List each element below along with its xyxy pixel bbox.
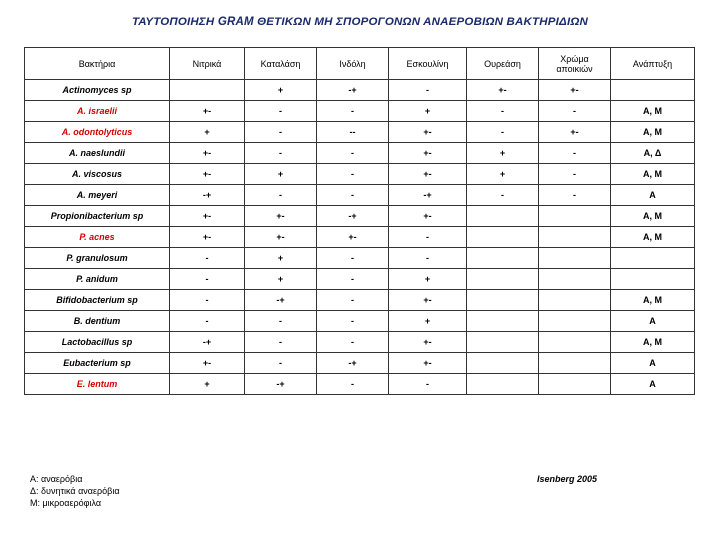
result-cell: -- [317, 122, 389, 143]
result-cell: - [170, 269, 245, 290]
result-cell [467, 227, 539, 248]
result-cell: - [317, 311, 389, 332]
result-cell [539, 353, 611, 374]
result-cell: - [317, 164, 389, 185]
column-header: Εσκουλίνη [389, 48, 467, 80]
table-row [25, 227, 695, 248]
column-header: Ινδόλη [317, 48, 389, 80]
result-cell: - [245, 185, 317, 206]
table-row [25, 311, 695, 332]
result-cell: +- [539, 122, 611, 143]
result-cell: Α [611, 311, 695, 332]
result-cell: - [317, 101, 389, 122]
result-cell: - [389, 80, 467, 101]
bacteria-name: B. dentium [25, 311, 170, 332]
result-cell: - [245, 311, 317, 332]
result-cell [539, 227, 611, 248]
result-cell: + [245, 80, 317, 101]
result-cell: + [170, 122, 245, 143]
table-row [25, 353, 695, 374]
result-cell [467, 353, 539, 374]
result-cell: - [170, 248, 245, 269]
result-cell: + [170, 374, 245, 395]
result-cell [467, 248, 539, 269]
bacteria-name: Eubacterium sp [25, 353, 170, 374]
table-row [25, 206, 695, 227]
result-cell: - [317, 185, 389, 206]
result-cell: Α [611, 374, 695, 395]
table-row [25, 80, 695, 101]
bacteria-name: Bifidobacterium sp [25, 290, 170, 311]
source-citation: Isenberg 2005 [537, 474, 598, 484]
result-cell: +- [467, 80, 539, 101]
result-cell: - [170, 311, 245, 332]
result-cell: +- [389, 332, 467, 353]
result-cell: - [539, 143, 611, 164]
result-cell: - [317, 248, 389, 269]
result-cell: -+ [245, 290, 317, 311]
legend-item: Δ: δυνητικά αναερόβια [30, 486, 120, 496]
result-cell: - [317, 290, 389, 311]
result-cell: Α, Μ [611, 206, 695, 227]
result-cell: + [389, 311, 467, 332]
result-cell: +- [389, 290, 467, 311]
result-cell [467, 332, 539, 353]
result-cell: +- [170, 143, 245, 164]
bacteria-name: A. meyeri [25, 185, 170, 206]
bacteria-name: P. anidum [25, 269, 170, 290]
result-cell: - [539, 164, 611, 185]
result-cell: + [389, 101, 467, 122]
result-cell: + [245, 269, 317, 290]
table-body [25, 80, 695, 395]
result-cell: - [245, 122, 317, 143]
result-cell [539, 311, 611, 332]
bacteria-name: A. israelii [25, 101, 170, 122]
page-title: ΤΑΥΤΟΠΟΙΗΣΗ GRAM ΘΕΤΙΚΩΝ ΜΗ ΣΠΟΡΟΓΟΝΩΝ ΑΝΑΕΡΟΒΙΩΝ ΒΑΚΤΗΡΙΔΙΩΝ [131, 16, 589, 28]
result-cell [611, 80, 695, 101]
legend-item: Α: αναερόβια [30, 474, 83, 484]
legend [30, 473, 120, 509]
identification-table [24, 47, 695, 395]
result-cell: - [317, 269, 389, 290]
result-cell: +- [389, 206, 467, 227]
result-cell [467, 290, 539, 311]
column-header: Χρώμα αποικιών [539, 48, 611, 80]
column-header: Ουρεάση [467, 48, 539, 80]
result-cell: - [245, 353, 317, 374]
result-cell: +- [170, 164, 245, 185]
result-cell: - [539, 185, 611, 206]
table-row [25, 332, 695, 353]
result-cell: -+ [389, 185, 467, 206]
table-row [25, 374, 695, 395]
result-cell [539, 248, 611, 269]
result-cell: +- [389, 143, 467, 164]
bacteria-name: P. acnes [25, 227, 170, 248]
result-cell: + [245, 164, 317, 185]
result-cell: - [467, 122, 539, 143]
result-cell: Α, Μ [611, 290, 695, 311]
bacteria-name: Propionibacterium sp [25, 206, 170, 227]
bacteria-name: Lactobacillus sp [25, 332, 170, 353]
header-row [25, 48, 695, 80]
result-cell [539, 206, 611, 227]
result-cell: - [245, 101, 317, 122]
result-cell: -+ [317, 206, 389, 227]
result-cell: Α [611, 353, 695, 374]
table-row [25, 248, 695, 269]
result-cell: + [467, 143, 539, 164]
result-cell [539, 290, 611, 311]
bacteria-name: P. granulosum [25, 248, 170, 269]
result-cell [467, 206, 539, 227]
result-cell: +- [245, 206, 317, 227]
result-cell: +- [170, 101, 245, 122]
result-cell: - [389, 374, 467, 395]
result-cell: - [245, 332, 317, 353]
table-row [25, 122, 695, 143]
result-cell: + [389, 269, 467, 290]
result-cell: - [317, 332, 389, 353]
result-cell: +- [170, 206, 245, 227]
table-row [25, 290, 695, 311]
bacteria-name: Actinomyces sp [25, 80, 170, 101]
result-cell: Α, Μ [611, 101, 695, 122]
result-cell [611, 248, 695, 269]
result-cell [467, 374, 539, 395]
result-cell: +- [389, 353, 467, 374]
result-cell: - [467, 185, 539, 206]
result-cell: + [467, 164, 539, 185]
result-cell: - [245, 143, 317, 164]
result-cell: -+ [170, 332, 245, 353]
result-cell: -+ [245, 374, 317, 395]
column-header: Βακτήρια [25, 48, 170, 80]
result-cell [467, 269, 539, 290]
bacteria-name: A. viscosus [25, 164, 170, 185]
result-cell: - [389, 248, 467, 269]
result-cell: - [389, 227, 467, 248]
result-cell: - [317, 143, 389, 164]
result-cell: Α [611, 185, 695, 206]
result-cell: +- [170, 353, 245, 374]
bacteria-name: E. lentum [25, 374, 170, 395]
result-cell: - [170, 290, 245, 311]
result-cell: Α, Μ [611, 332, 695, 353]
result-cell: -+ [317, 80, 389, 101]
table-row [25, 269, 695, 290]
result-cell: - [539, 101, 611, 122]
result-cell: Α, Δ [611, 143, 695, 164]
result-cell: Α, Μ [611, 227, 695, 248]
result-cell [539, 374, 611, 395]
legend-item: Μ: μικροαερόφιλα [30, 498, 102, 508]
result-cell [539, 332, 611, 353]
result-cell: +- [389, 122, 467, 143]
result-cell: -+ [170, 185, 245, 206]
result-cell: - [317, 374, 389, 395]
bacteria-name: A. odontolyticus [25, 122, 170, 143]
column-header: Νιτρικά [170, 48, 245, 80]
result-cell: +- [317, 227, 389, 248]
result-cell: + [245, 248, 317, 269]
result-cell: - [467, 101, 539, 122]
table-row [25, 185, 695, 206]
bacteria-name: A. naeslundii [25, 143, 170, 164]
result-cell: Α, Μ [611, 164, 695, 185]
result-cell: -+ [317, 353, 389, 374]
result-cell [467, 311, 539, 332]
result-cell: +- [389, 164, 467, 185]
table-row [25, 164, 695, 185]
table-row [25, 143, 695, 164]
result-cell [539, 269, 611, 290]
result-cell: Α, Μ [611, 122, 695, 143]
table-row [25, 101, 695, 122]
result-cell [611, 269, 695, 290]
column-header: Καταλάση [245, 48, 317, 80]
result-cell: +- [170, 227, 245, 248]
result-cell: +- [539, 80, 611, 101]
result-cell: +- [245, 227, 317, 248]
result-cell [170, 80, 245, 101]
column-header: Ανάπτυξη [611, 48, 695, 80]
